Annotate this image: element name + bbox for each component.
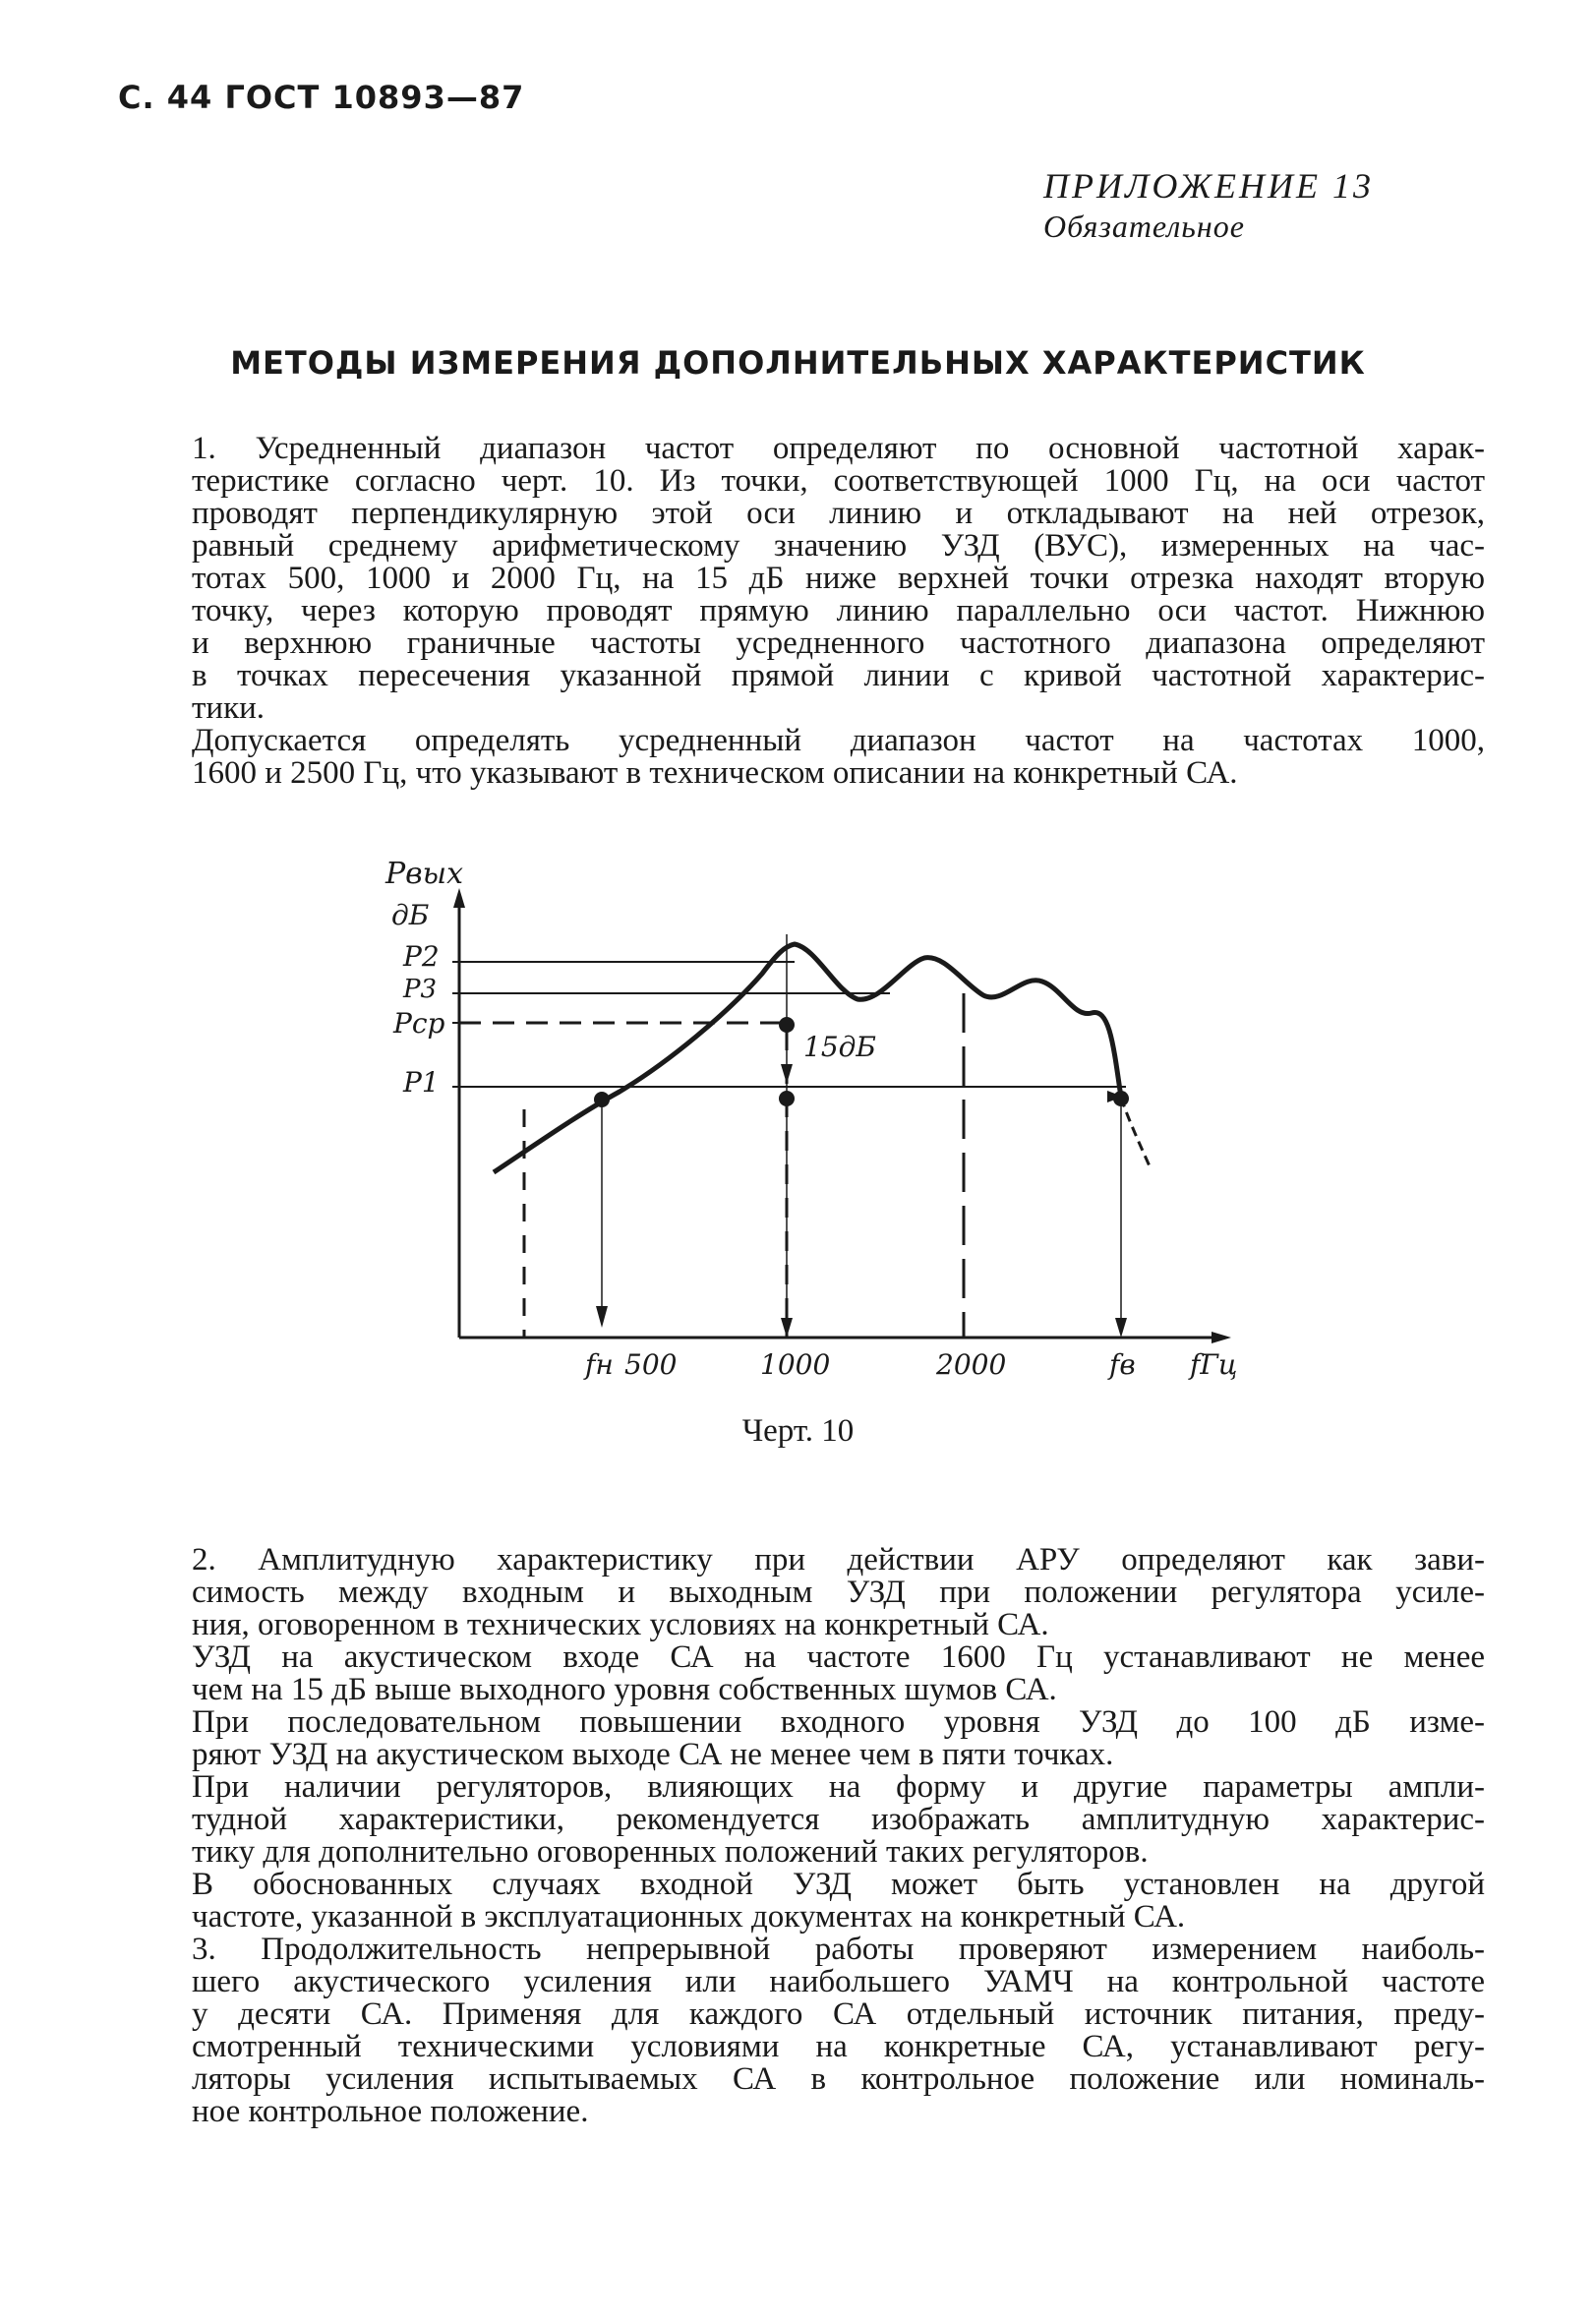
label-p1: P1 xyxy=(403,1066,440,1099)
label-fn: fн xyxy=(585,1348,614,1381)
label-pcp: Pср xyxy=(393,1007,445,1040)
part2-p3-line: ряют УЗД на акустическом выходе СА не менее чем в пяти точках. xyxy=(192,1737,1114,1772)
paragraph xyxy=(192,1544,1485,1641)
paragraph xyxy=(192,1771,1485,1869)
paragraph xyxy=(192,1934,1485,2128)
figure-caption: Черт. 10 xyxy=(741,1413,855,1449)
point-fn xyxy=(594,1092,610,1107)
part2-p6-line: у десяти СА. Применяя для каждого СА отдельный источник питания, преду- xyxy=(192,1996,1485,2032)
part2-p5-line: частоте, указанной в эксплуатационных документах на конкретный СА. xyxy=(192,1899,1186,1935)
label-fv: fв xyxy=(1109,1348,1136,1381)
p1-line: в точках пересечения указанной прямой линии с кривой частотной характерис- xyxy=(192,658,1485,693)
label-p2: P2 xyxy=(403,940,440,973)
appendix-label xyxy=(1043,165,1374,245)
part2-p6-line: смотренный техническими условиями на конкретные СА, устанавливают регу- xyxy=(192,2029,1485,2064)
text-block-part1 xyxy=(192,433,1485,790)
p2-line: Допускается определять усредненный диапазон частот на частотах 1000, xyxy=(192,723,1485,758)
part2-p1-line: симость между входным и выходным УЗД при положении регулятора усиле- xyxy=(192,1575,1485,1610)
paragraph-1 xyxy=(192,433,1485,725)
part2-p3-line: При последовательном повышении входного уровня УЗД до 100 дБ изме- xyxy=(192,1704,1485,1740)
part2-p4-line: При наличии регуляторов, влияющих на форму и другие параметры ампли- xyxy=(192,1769,1485,1805)
p1-line: и верхнюю граничные частоты усредненного частотного диапазона определяют xyxy=(192,625,1485,661)
f1000-mid-arrow xyxy=(781,1064,793,1084)
part2-p5-line: В обоснованных случаях входной УЗД может быть установлен на другой xyxy=(192,1867,1485,1902)
paragraph-2 xyxy=(192,725,1485,790)
p1-line: тики. xyxy=(192,690,266,726)
p2-line: 1600 и 2500 Гц, что указывают в техническом описании на конкретный СА. xyxy=(192,755,1238,791)
point-pcp xyxy=(779,1017,795,1033)
part2-p6-line: ляторы усиления испытываемых СА в контрольное положение или номиналь- xyxy=(192,2061,1485,2097)
appendix-status: Обязательное xyxy=(1043,208,1245,244)
part2-p2-line: УЗД на акустическом входе СА на частоте 1600 Гц устанавливают не менее xyxy=(192,1639,1485,1675)
p1-line: проводят перпендикулярную этой оси линию и откладывают на ней отрезок, xyxy=(192,496,1485,531)
f1000-arrow xyxy=(781,1318,793,1338)
fn-arrow xyxy=(596,1306,608,1328)
p1-line: точку, через которую проводят прямую линию параллельно оси частот. Нижнюю xyxy=(192,593,1485,628)
label-p3: P3 xyxy=(403,975,438,1004)
paragraph xyxy=(192,1706,1485,1771)
x-axis-arrow xyxy=(1212,1332,1231,1343)
label-1000: 1000 xyxy=(760,1348,831,1381)
part2-p4-line: тудной характеристики, рекомендуется изображать амплитудную характерис- xyxy=(192,1802,1485,1837)
running-head: С. 44 ГОСТ 10893—87 xyxy=(118,79,525,116)
p1-line: 1. Усредненный диапазон частот определяют по основной частотной харак- xyxy=(192,431,1485,466)
y-axis-label: Pвых xyxy=(385,857,463,891)
part2-p6-line: 3. Продолжительность непрерывной работы проверяют измерением наиболь- xyxy=(192,1932,1485,1967)
annotation-15db: 15дБ xyxy=(803,1031,876,1063)
y-axis-unit: дБ xyxy=(391,899,430,931)
label-fgc: fГц xyxy=(1190,1348,1238,1381)
label-2000: 2000 xyxy=(936,1348,1007,1381)
label-500: 500 xyxy=(624,1348,678,1381)
p1-line: тотах 500, 1000 и 2000 Гц, на 15 дБ ниже верхней точки отрезка находят вторую xyxy=(192,561,1485,596)
part2-p4-line: тику для дополнительно оговоренных положений таких регуляторов. xyxy=(192,1834,1149,1870)
response-curve-tail xyxy=(1121,1098,1151,1168)
p1-line: теристике согласно черт. 10. Из точки, соответствующей 1000 Гц, на оси частот xyxy=(192,463,1485,499)
paragraph xyxy=(192,1641,1485,1706)
y-axis-arrow xyxy=(453,888,465,908)
part2-p1-line: 2. Амплитудную характеристику при действии АРУ определяют как зави- xyxy=(192,1542,1485,1578)
paragraph xyxy=(192,1869,1485,1934)
point-p1 xyxy=(779,1091,795,1106)
part2-p2-line: чем на 15 дБ выше выходного уровня собственных шумов СА. xyxy=(192,1672,1057,1707)
point-fv xyxy=(1113,1091,1129,1106)
text-block-part2 xyxy=(192,1544,1485,2128)
part2-p1-line: ния, оговоренном в технических условиях на конкретный СА. xyxy=(192,1607,1049,1642)
part2-p6-line: ное контрольное положение. xyxy=(192,2094,589,2129)
section-title: МЕТОДЫ ИЗМЕРЕНИЯ ДОПОЛНИТЕЛЬНЫХ ХАРАКТЕРИСТИК xyxy=(230,344,1366,382)
figure-10 xyxy=(374,856,1288,1387)
appendix-number: ПРИЛОЖЕНИЕ 13 xyxy=(1043,166,1374,206)
part2-p6-line: шего акустического усиления или наибольшего УАМЧ на контрольной частоте xyxy=(192,1964,1485,1999)
fv-arrow xyxy=(1115,1318,1127,1338)
p1-line: равный среднему арифметическому значению УЗД (ВУС), измеренных на час- xyxy=(192,528,1485,564)
frequency-response-diagram xyxy=(374,856,1288,1387)
